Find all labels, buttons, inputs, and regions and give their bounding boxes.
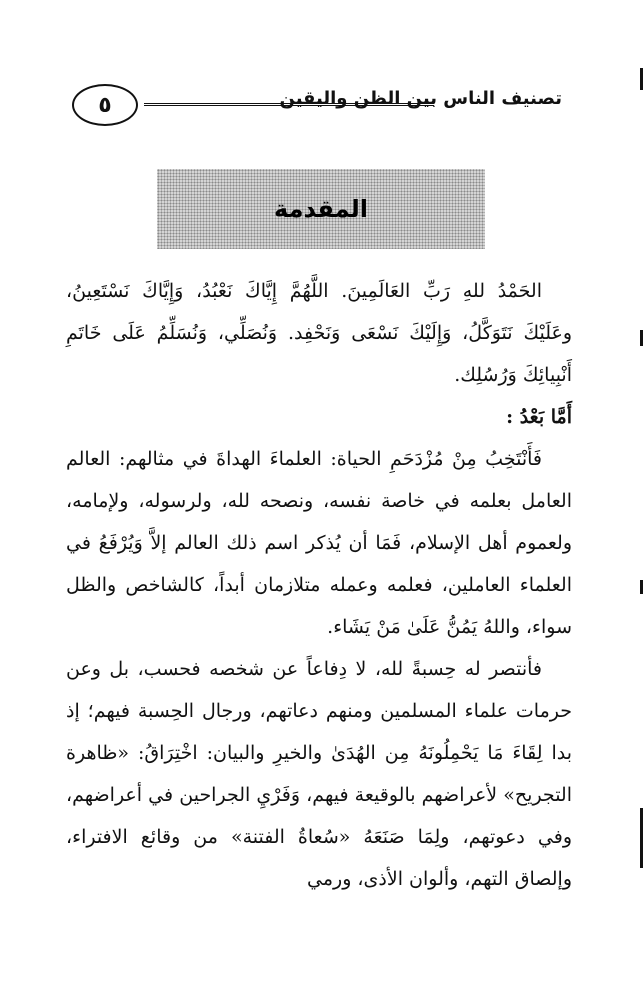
paragraph-2: أَمَّا بَعْدُ :	[506, 406, 572, 428]
body-text	[66, 270, 572, 900]
page-number: ٥	[72, 84, 138, 126]
page-header	[62, 84, 562, 128]
paragraph-4: فأنتصر له حِسبةً لله، لا دِفاعاً عن شخصه فحسب، بل وعن حرمات علماء المسلمين ومنهم دعاتهم، ورجال الحِسبة فيهم؛ إذ بدا لِقَاءَ مَا يَحْمِلُونَهُ مِن الهُدَىٰ والخيرِ والبيان: اخْتِرَاقُ: «ظاهرة التجريح» لأعراضهم بالوقيعة فيهم، وَفَرْيِ الجراحين في أعراضهم، وفي دعوتهم، ولِمَا صَنَعَهُ «سُعاةُ الفتنة» من وقائع الافتراء، وإلصاق التهم، وألوان الأذى، ورمي	[66, 658, 572, 890]
running-title: تصنيف الناس بين الظن واليقين	[279, 88, 562, 109]
paragraph-1: الحَمْدُ للهِ رَبِّ العَالَمِينَ. اللَّهُمَّ إِيَّاكَ نَعْبُدُ، وَإِيَّاكَ نَسْتَعِينُ، وعَلَيْكَ نَتَوَكَّلُ، وَإِلَيْكَ نَسْعَى وَنَحْفِد. وَنُصَلِّي، وَنُسَلِّمُ عَلَى خَاتَمِ أَنْبِيائِكَ وَرُسُلِك.	[66, 280, 572, 386]
section-title: المقدمة	[274, 195, 368, 223]
section-title-box	[157, 169, 485, 249]
paragraph-3: فَأَنْتَخِبُ مِنْ مُزْدَحَمِ الحياة: العلماءَ الهداةَ في مثالهم: العالم العامل بعلمه في خاصة نفسه، ونصحه لله، ولرسوله، ولإمامه، ولعموم أهل الإسلام، فَمَا أن يُذكر اسم ذلك العالم إلاَّ وَيُرْفَعُ في العلماء العاملين، فعلمه وعمله متلازمان أبداً، كالشاخص والظل سواء، واللهُ يَمُنُّ عَلَىٰ مَنْ يَشَاء.	[66, 448, 572, 638]
